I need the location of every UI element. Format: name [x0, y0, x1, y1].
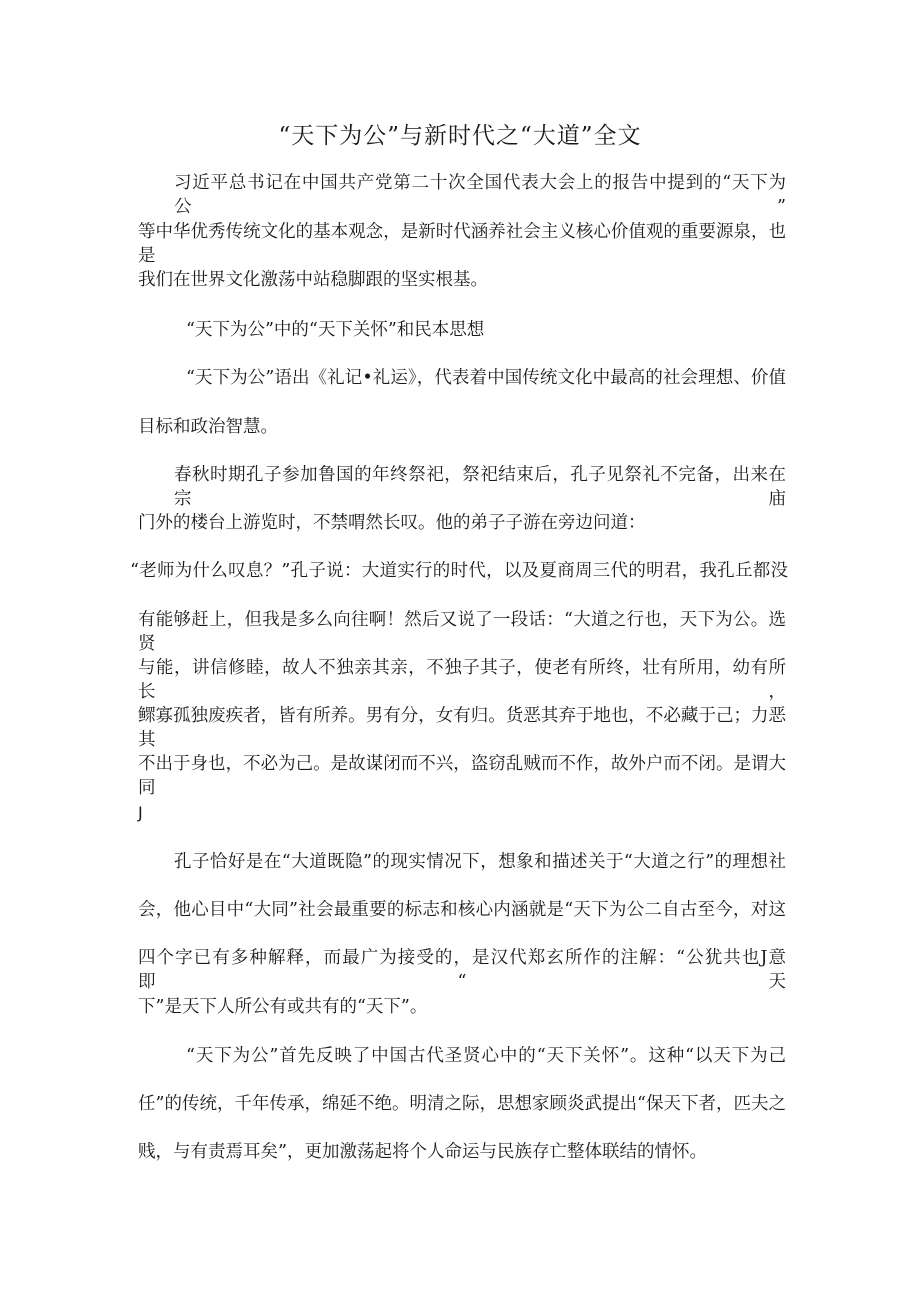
paragraph-line: 孔子恰好是在“大道既隐”的现实情况下，想象和描述关于“大道之行”的理想社 [174, 852, 786, 872]
paragraph-line: “天下为公”首先反映了中国古代圣贤心中的“天下关怀”。这种“以天下为己 [186, 1046, 786, 1066]
paragraph-line: 春秋时期孔子参加鲁国的年终祭祀，祭祀结束后，孔子见祭礼不完备，出来在宗庙 [174, 465, 786, 509]
paragraph-line: 鳏寡孤独废疾者，皆有所养。男有分，女有归。货恶其弃于地也，不必藏于己；力恶其 [138, 706, 786, 750]
section-heading: “天下为公”中的“天下关怀”和民本思想 [186, 320, 485, 340]
paragraph-line: 会，他心目中“大同”社会最重要的标志和核心内涵就是“天下为公二自古至今，对这 [138, 900, 786, 920]
paragraph-line: 任”的传统，千年传承，绵延不绝。明清之际，思想家顾炎武提出“保天下者，匹夫之 [138, 1094, 786, 1114]
paragraph-line: 习近平总书记在中国共产党第二十次全国代表大会上的报告中提到的“天下为公” [174, 173, 786, 217]
paragraph-line: 不出于身也，不必为己。是故谋闭而不兴，盗窃乱贼而不作，故外户而不闭。是谓大同 [138, 754, 786, 798]
paragraph-line: 贱，与有责焉耳矣”，更加激荡起将个人命运与民族存亡整体联结的情怀。 [138, 1142, 707, 1162]
paragraph-line: 下”是天下人所公有或共有的“天下”。 [138, 997, 428, 1017]
paragraph-line: 我们在世界文化激荡中站稳脚跟的坚实根基。 [138, 270, 488, 290]
paragraph-line: “天下为公”语出《礼记•礼运》，代表着中国传统文化中最高的社会理想、价值 [186, 368, 786, 388]
paragraph-line: 门外的楼台上游览时，不禁喟然长叹。他的弟子子游在旁边问道： [138, 513, 646, 533]
paragraph-line: 目标和政治智慧。 [138, 417, 278, 437]
paragraph-line: J [138, 803, 143, 822]
paragraph-line: 有能够赶上，但我是多么向往啊！然后又说了一段话：“大道之行也，天下为公。选贤 [138, 610, 786, 654]
paragraph-line: 四个字已有多种解释，而最广为接受的，是汉代郑玄所作的注解：“公犹共也J意即“天 [138, 948, 786, 992]
paragraph-line: “老师为什么叹息？”孔子说：大道实行的时代，以及夏商周三代的明君，我孔丘都没 [130, 561, 788, 581]
document-title: “天下为公”与新时代之“大道”全文 [278, 123, 642, 149]
paragraph-line: 与能，讲信修睦，故人不独亲其亲，不独子其子，使老有所终，壮有所用，幼有所长， [138, 658, 786, 702]
paragraph-line: 等中华优秀传统文化的基本观念，是新时代涵养社会主义核心价值观的重要源泉，也是 [138, 222, 786, 266]
